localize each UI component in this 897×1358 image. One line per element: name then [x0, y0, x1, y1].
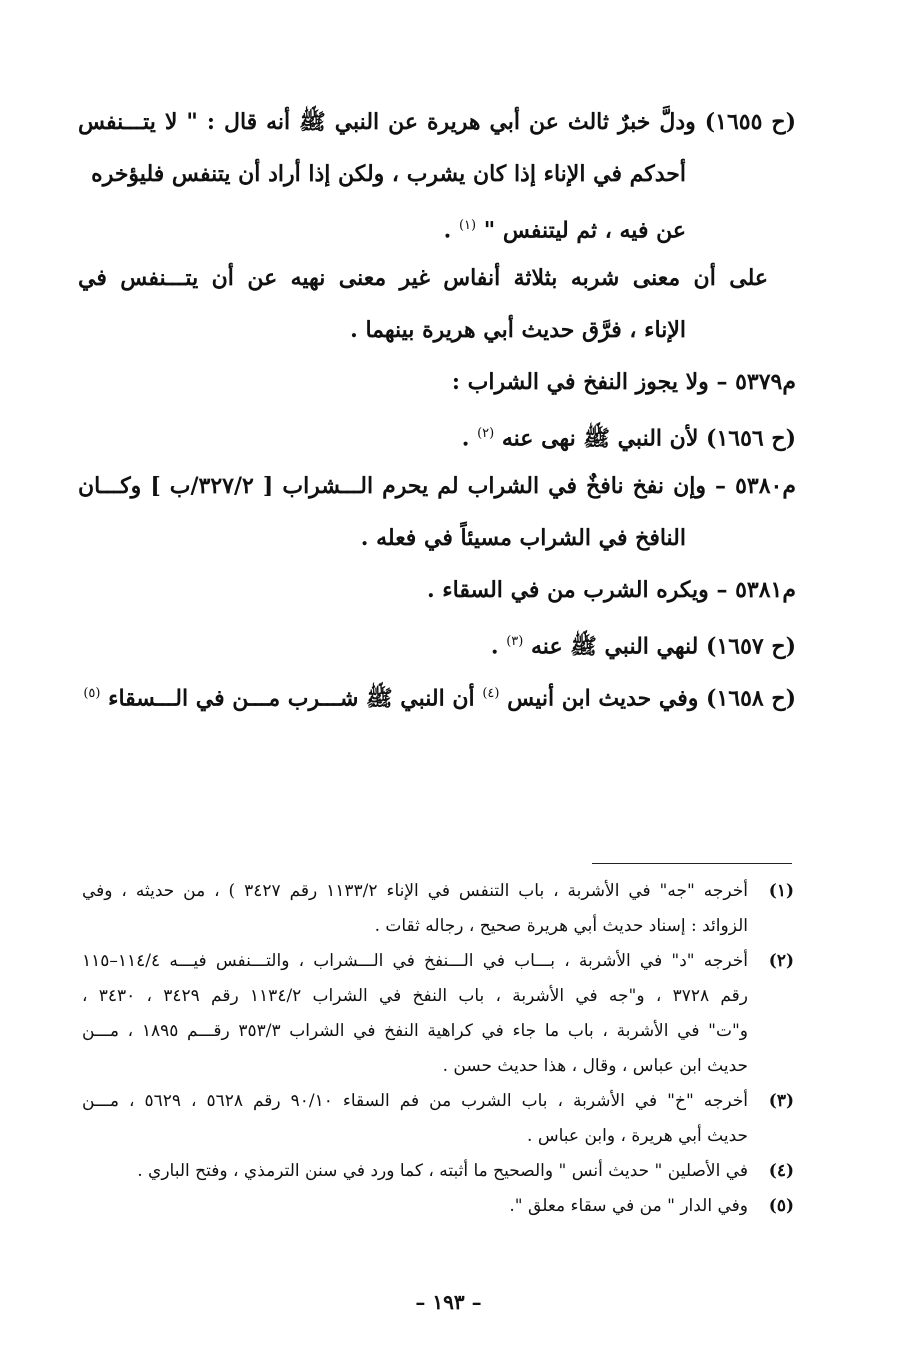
footnote-body [82, 874, 748, 944]
footnote-number: (١) [768, 881, 794, 901]
footnote-ref: (٢) [477, 426, 495, 441]
footnote-number: (٣) [768, 1091, 794, 1111]
footnote [82, 1189, 794, 1224]
footnote-ref: (٤) [482, 686, 500, 701]
footnote [82, 1154, 794, 1189]
footnote [82, 1084, 794, 1154]
footnote-line: أخرجه "د" في الأشربة ، بـــاب في الـــنفخ في الـــشراب ، والتـــنفس فيـــه ١١٤/٤–١١٥ [82, 951, 748, 971]
text-fragment: (ح ١٦٥٧) لنهي النبي ﷺ عنه [531, 633, 796, 660]
footnote-ref: (٥) [83, 686, 101, 701]
page-number: – ١٩٣ – [415, 1290, 482, 1314]
text-fragment: (ح ١٦٥٦) لأن النبي ﷺ نهى عنه [501, 425, 796, 452]
footnote-number: (٥) [768, 1196, 794, 1216]
period: . [461, 425, 470, 452]
footnote-body [82, 944, 748, 1084]
footnote-body [82, 1154, 748, 1189]
footnote-line: وفي الدار " من في سقاء معلق ". [509, 1196, 748, 1216]
footnote-ref: (١) [458, 218, 477, 233]
period: . [443, 217, 452, 244]
text-fragment: أن النبي ﷺ شـــرب مـــن في الـــسقاء [108, 685, 475, 712]
text-line: م٥٣٨١ – ويكره الشرب من في السقاء . [426, 577, 796, 603]
period: . [490, 633, 499, 660]
text-line: (ح ١٦٥٥) ودلَّ خبرٌ ثالث عن أبي هريرة عن النبي ﷺ أنه قال : " لا يتـــنفس [78, 109, 796, 135]
footnote-line: أخرجه "خ" في الأشربة ، باب الشرب من فم السقاء ٩٠/١٠ رقم ٥٦٢٨ ، ٥٦٢٩ ، مـــن [82, 1091, 748, 1111]
footnote-body [82, 1189, 748, 1224]
text-fragment: (ح ١٦٥٨) وفي حديث ابن أنيس [507, 685, 796, 712]
text-line: الإناء ، فرَّق حديث أبي هريرة بينهما . [350, 317, 686, 343]
text-line [78, 408, 796, 460]
text-line [78, 200, 796, 252]
footnote-line: حديث أبي هريرة ، وابن عباس . [527, 1126, 748, 1146]
text-line [78, 668, 796, 720]
text-fragment: عن فيه ، ثم ليتنفس " [483, 217, 686, 244]
footnote-number: (٤) [768, 1161, 794, 1181]
text-line: النافخ في الشراب مسيئاً في فعله . [360, 525, 686, 551]
footnote [82, 944, 794, 1084]
text-line: م٥٣٧٩ – ولا يجوز النفخ في الشراب : [451, 369, 796, 395]
footnote-line: في الأصلين " حديث أنس " والصحيح ما أثبته ، كما ورد في سنن الترمذي ، وفتح الباري . [137, 1161, 748, 1181]
footnote-number: (٢) [768, 951, 794, 971]
footnote-line: الزوائد : إسناد حديث أبي هريرة صحيح ، رجاله ثقات . [374, 916, 748, 936]
footnote-line: و"ت" في الأشربة ، باب ما جاء في كراهية النفخ في الشراب ٣٥٣/٣ رقـــم ١٨٩٥ ، مـــن [82, 1021, 748, 1041]
footnote-ref: (٣) [506, 634, 524, 649]
footnote-line: حديث ابن عباس ، وقال ، هذا حديث حسن . [442, 1056, 748, 1076]
text-line [78, 616, 796, 668]
footnote-line: رقم ٣٧٢٨ ، و"جه في الأشربة ، باب النفخ في الشراب ١١٣٤/٢ رقم ٣٤٢٩ ، ٣٤٣٠ ، [82, 986, 748, 1006]
footnote [82, 874, 794, 944]
footnote-separator [592, 863, 792, 864]
footnotes [82, 874, 794, 1224]
text-line: أحدكم في الإناء إذا كان يشرب ، ولكن إذا أراد أن يتنفس فليؤخره [91, 161, 686, 187]
footnote-body [82, 1084, 748, 1154]
footnote-line: أخرجه "جه" في الأشربة ، باب التنفس في الإناء ١١٣٣/٢ رقم ٣٤٢٧ ) ، من حديثه ، وفي [82, 881, 748, 901]
text-line: م٥٣٨٠ – وإن نفخ نافخٌ في الشراب لم يحرم الـــشراب [ ٣٢٧/٢/ب ] وكـــان [78, 473, 796, 499]
text-line: على أن معنى شربه بثلاثة أنفاس غير معنى نهيه عن أن يتـــنفس في [78, 265, 768, 291]
main-text [78, 96, 796, 720]
